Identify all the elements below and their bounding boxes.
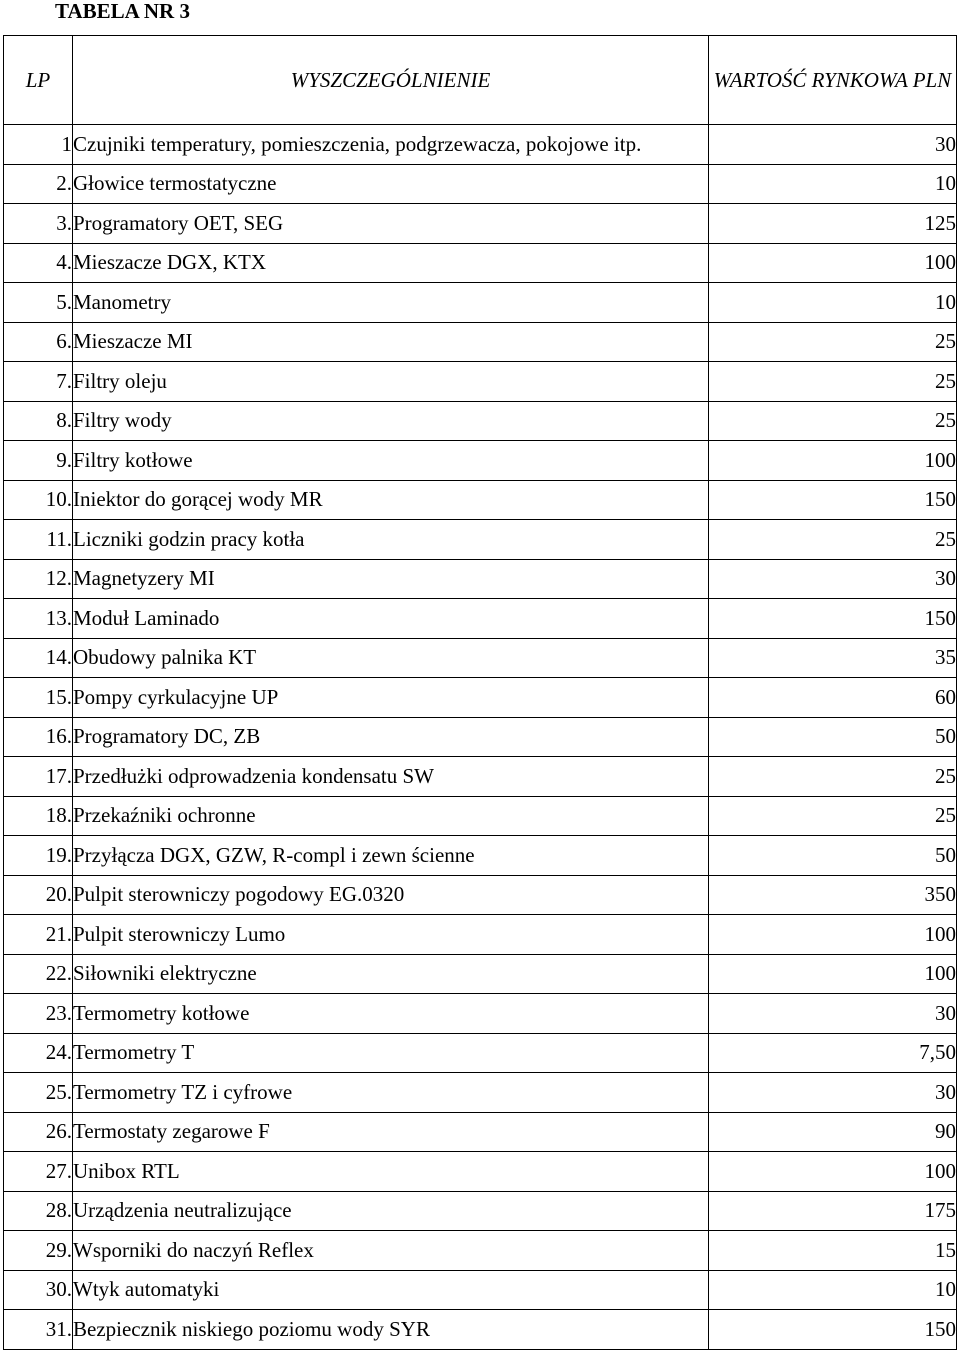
table-row [4, 164, 957, 204]
row-number: 15. [4, 678, 73, 718]
table-row [4, 1191, 957, 1231]
table-row [4, 1112, 957, 1152]
item-market-value: 50 [709, 717, 957, 757]
row-number: 12. [4, 559, 73, 599]
item-description: Moduł Laminado [73, 599, 709, 639]
item-market-value: 25 [709, 362, 957, 402]
row-number: 2. [4, 164, 73, 204]
item-market-value: 125 [709, 204, 957, 244]
row-number: 11. [4, 520, 73, 560]
table-row [4, 638, 957, 678]
item-description: Termostaty zegarowe F [73, 1112, 709, 1152]
table-row [4, 243, 957, 283]
table-header-row [4, 36, 957, 125]
item-market-value: 10 [709, 1270, 957, 1310]
row-number: 10. [4, 480, 73, 520]
item-market-value: 30 [709, 994, 957, 1034]
document-title: TABELA NR 3 [55, 0, 190, 23]
table-row [4, 441, 957, 481]
item-market-value: 10 [709, 164, 957, 204]
table-row [4, 204, 957, 244]
row-number: 22. [4, 954, 73, 994]
row-number: 25. [4, 1073, 73, 1113]
item-description: Termometry kotłowe [73, 994, 709, 1034]
table-row [4, 994, 957, 1034]
item-description: Bezpiecznik niskiego poziomu wody SYR [73, 1310, 709, 1350]
item-market-value: 350 [709, 875, 957, 915]
row-number: 14. [4, 638, 73, 678]
item-description: Termometry TZ i cyfrowe [73, 1073, 709, 1113]
item-market-value: 150 [709, 480, 957, 520]
row-number: 8. [4, 401, 73, 441]
item-description: Wtyk automatyki [73, 1270, 709, 1310]
item-description: Przekaźniki ochronne [73, 796, 709, 836]
item-description: Siłowniki elektryczne [73, 954, 709, 994]
table-row [4, 362, 957, 402]
item-description: Programatory DC, ZB [73, 717, 709, 757]
table-row [4, 954, 957, 994]
item-market-value: 100 [709, 915, 957, 955]
row-number: 5. [4, 283, 73, 323]
table-row [4, 125, 957, 165]
row-number: 21. [4, 915, 73, 955]
table-row [4, 1033, 957, 1073]
item-description: Pulpit sterowniczy Lumo [73, 915, 709, 955]
table-row [4, 1310, 957, 1350]
item-description: Filtry oleju [73, 362, 709, 402]
table-row [4, 401, 957, 441]
item-market-value: 25 [709, 322, 957, 362]
item-market-value: 7,50 [709, 1033, 957, 1073]
item-market-value: 90 [709, 1112, 957, 1152]
item-description: Czujniki temperatury, pomieszczenia, podgrzewacza, pokojowe itp. [73, 125, 709, 165]
table-row [4, 915, 957, 955]
item-market-value: 100 [709, 243, 957, 283]
row-number: 1 [4, 125, 73, 165]
row-number: 24. [4, 1033, 73, 1073]
item-description: Termometry T [73, 1033, 709, 1073]
row-number: 18. [4, 796, 73, 836]
price-table [3, 35, 957, 1350]
item-market-value: 150 [709, 1310, 957, 1350]
item-market-value: 25 [709, 757, 957, 797]
table-row [4, 757, 957, 797]
table-row [4, 559, 957, 599]
item-description: Wsporniki do naczyń Reflex [73, 1231, 709, 1271]
item-market-value: 25 [709, 401, 957, 441]
row-number: 6. [4, 322, 73, 362]
row-number: 9. [4, 441, 73, 481]
item-description: Mieszacze MI [73, 322, 709, 362]
item-description: Manometry [73, 283, 709, 323]
item-description: Głowice termostatyczne [73, 164, 709, 204]
table-row [4, 1231, 957, 1271]
item-description: Programatory OET, SEG [73, 204, 709, 244]
item-market-value: 175 [709, 1191, 957, 1231]
table-row [4, 717, 957, 757]
item-description: Iniektor do gorącej wody MR [73, 480, 709, 520]
header-description: WYSZCZEGÓLNIENIE [73, 36, 709, 125]
item-description: Przyłącza DGX, GZW, R-compl i zewn ścienne [73, 836, 709, 876]
table-row [4, 480, 957, 520]
table-row [4, 836, 957, 876]
table-body [4, 125, 957, 1350]
row-number: 17. [4, 757, 73, 797]
item-market-value: 10 [709, 283, 957, 323]
table-row [4, 796, 957, 836]
table-row [4, 322, 957, 362]
row-number: 7. [4, 362, 73, 402]
item-description: Obudowy palnika KT [73, 638, 709, 678]
header-market-value: WARTOŚĆ RYNKOWA PLN [709, 36, 957, 125]
item-description: Unibox RTL [73, 1152, 709, 1192]
item-description: Urządzenia neutralizujące [73, 1191, 709, 1231]
row-number: 28. [4, 1191, 73, 1231]
item-description: Mieszacze DGX, KTX [73, 243, 709, 283]
row-number: 3. [4, 204, 73, 244]
item-market-value: 35 [709, 638, 957, 678]
item-market-value: 150 [709, 599, 957, 639]
item-market-value: 15 [709, 1231, 957, 1271]
row-number: 29. [4, 1231, 73, 1271]
row-number: 13. [4, 599, 73, 639]
row-number: 26. [4, 1112, 73, 1152]
row-number: 23. [4, 994, 73, 1034]
row-number: 20. [4, 875, 73, 915]
item-description: Filtry kotłowe [73, 441, 709, 481]
item-market-value: 30 [709, 559, 957, 599]
table-row [4, 283, 957, 323]
table-row [4, 678, 957, 718]
item-market-value: 30 [709, 1073, 957, 1113]
item-market-value: 30 [709, 125, 957, 165]
item-market-value: 25 [709, 520, 957, 560]
item-market-value: 100 [709, 441, 957, 481]
item-market-value: 100 [709, 1152, 957, 1192]
item-description: Pompy cyrkulacyjne UP [73, 678, 709, 718]
item-market-value: 60 [709, 678, 957, 718]
item-description: Magnetyzery MI [73, 559, 709, 599]
item-description: Filtry wody [73, 401, 709, 441]
item-market-value: 50 [709, 836, 957, 876]
row-number: 31. [4, 1310, 73, 1350]
table-row [4, 1270, 957, 1310]
item-market-value: 100 [709, 954, 957, 994]
row-number: 4. [4, 243, 73, 283]
header-lp: LP [4, 36, 73, 125]
table-row [4, 875, 957, 915]
table-row [4, 520, 957, 560]
item-description: Pulpit sterowniczy pogodowy EG.0320 [73, 875, 709, 915]
table-row [4, 599, 957, 639]
table-row [4, 1152, 957, 1192]
row-number: 16. [4, 717, 73, 757]
row-number: 27. [4, 1152, 73, 1192]
table-row [4, 1073, 957, 1113]
row-number: 30. [4, 1270, 73, 1310]
item-description: Liczniki godzin pracy kotła [73, 520, 709, 560]
item-description: Przedłużki odprowadzenia kondensatu SW [73, 757, 709, 797]
item-market-value: 25 [709, 796, 957, 836]
row-number: 19. [4, 836, 73, 876]
